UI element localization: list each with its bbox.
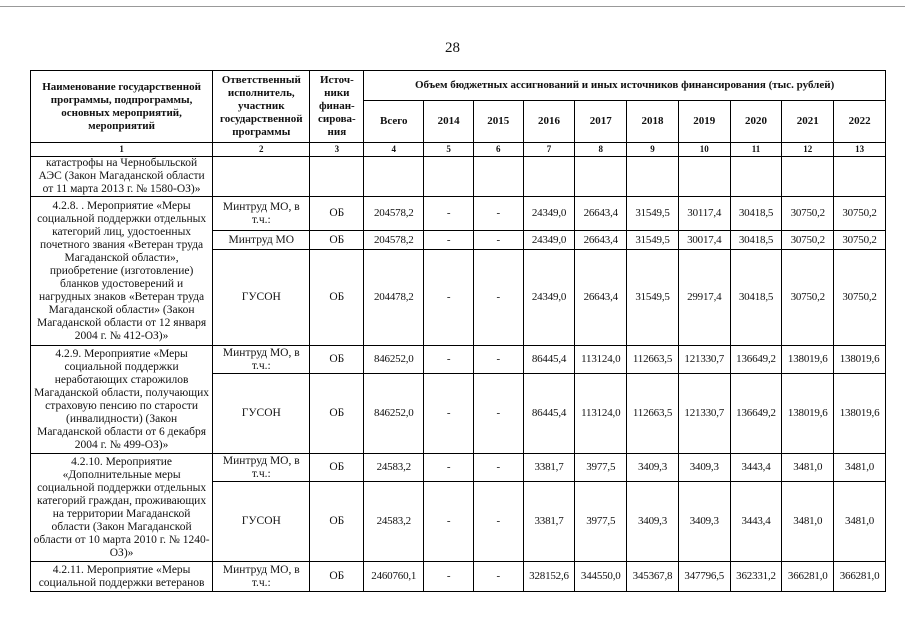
empty-cell	[473, 157, 523, 197]
empty-cell	[730, 157, 782, 197]
year-value-cell: 138019,6	[782, 374, 834, 454]
header-source: Источ-ники финан-сирова-ния	[310, 71, 364, 143]
activity-name-cell: 4.2.9. Мероприятие «Меры социальной поддержки неработающих старожилов Магаданской области, получающих страховую пенсию по старости (инвалидности) (Закон Магаданской области от 6 декабря 2004 г. № 499-ОЗ)»	[31, 346, 213, 454]
page-number: 28	[445, 40, 460, 56]
empty-cell	[364, 157, 424, 197]
year-value-cell: 3409,3	[678, 454, 730, 482]
header-year: 2014	[424, 101, 474, 143]
year-value-cell: -	[424, 562, 474, 592]
header-budget: Объем бюджетных ассигнований и иных источников финансирования (тыс. рублей)	[364, 71, 886, 101]
total-cell: 2460760,1	[364, 562, 424, 592]
empty-cell	[424, 157, 474, 197]
responsible-cell: Минтруд МО, в т.ч.:	[213, 562, 310, 592]
year-value-cell: 30750,2	[782, 231, 834, 250]
year-value-cell: 112663,5	[627, 374, 679, 454]
source-cell: ОБ	[310, 374, 364, 454]
activity-name-cell: катастрофы на Чернобыльской АЭС (Закон Магаданской области от 11 марта 2013 г. № 1580-ОЗ)»	[31, 157, 213, 197]
year-value-cell: -	[424, 250, 474, 346]
source-cell: ОБ	[310, 346, 364, 374]
index-cell: 4	[364, 143, 424, 157]
source-cell: ОБ	[310, 562, 364, 592]
year-value-cell: -	[424, 374, 474, 454]
year-value-cell: 136649,2	[730, 346, 782, 374]
empty-cell	[575, 157, 627, 197]
header-year: 2017	[575, 101, 627, 143]
year-value-cell: 366281,0	[834, 562, 886, 592]
year-value-cell: -	[424, 482, 474, 562]
year-value-cell: 3409,3	[627, 482, 679, 562]
year-value-cell: 328152,6	[523, 562, 575, 592]
year-value-cell: 112663,5	[627, 346, 679, 374]
activity-name-cell: 4.2.10. Мероприятие «Дополнительные меры социальной поддержки отдельных категорий граждан, проживающих на территории Магаданской области (Закон Магаданской области от 10 марта 2010 г. № 1240-ОЗ)»	[31, 454, 213, 562]
year-value-cell: 3481,0	[834, 482, 886, 562]
budget-table	[30, 70, 886, 592]
total-cell: 204478,2	[364, 250, 424, 346]
source-cell: ОБ	[310, 250, 364, 346]
responsible-cell: ГУСОН	[213, 250, 310, 346]
header-year: 2021	[782, 101, 834, 143]
year-value-cell: -	[473, 197, 523, 231]
year-value-cell: 121330,7	[678, 346, 730, 374]
header-year: 2015	[473, 101, 523, 143]
year-value-cell: 86445,4	[523, 346, 575, 374]
year-value-cell: 30418,5	[730, 250, 782, 346]
index-cell: 12	[782, 143, 834, 157]
table-row	[31, 562, 886, 592]
total-cell: 24583,2	[364, 482, 424, 562]
year-value-cell: 138019,6	[834, 374, 886, 454]
year-value-cell: 30117,4	[678, 197, 730, 231]
year-value-cell: 3481,0	[834, 454, 886, 482]
total-cell: 204578,2	[364, 197, 424, 231]
year-value-cell: 121330,7	[678, 374, 730, 454]
year-value-cell: -	[473, 562, 523, 592]
year-value-cell: 31549,5	[627, 197, 679, 231]
index-cell: 5	[424, 143, 474, 157]
responsible-cell: ГУСОН	[213, 482, 310, 562]
index-cell: 7	[523, 143, 575, 157]
index-cell: 2	[213, 143, 310, 157]
year-value-cell: -	[473, 482, 523, 562]
year-value-cell: 362331,2	[730, 562, 782, 592]
empty-cell	[627, 157, 679, 197]
year-value-cell: 3977,5	[575, 482, 627, 562]
year-value-cell: -	[424, 346, 474, 374]
index-cell: 6	[473, 143, 523, 157]
total-cell: 846252,0	[364, 374, 424, 454]
year-value-cell: -	[473, 231, 523, 250]
year-value-cell: 30750,2	[834, 250, 886, 346]
year-value-cell: 3381,7	[523, 482, 575, 562]
total-cell: 24583,2	[364, 454, 424, 482]
responsible-cell: Минтруд МО	[213, 231, 310, 250]
responsible-cell: ГУСОН	[213, 374, 310, 454]
index-cell: 13	[834, 143, 886, 157]
responsible-cell: Минтруд МО, в т.ч.:	[213, 346, 310, 374]
year-value-cell: 26643,4	[575, 197, 627, 231]
year-value-cell: 366281,0	[782, 562, 834, 592]
empty-cell	[678, 157, 730, 197]
activity-name-cell: 4.2.11. Мероприятие «Меры социальной поддержки ветеранов	[31, 562, 213, 592]
responsible-cell: Минтруд МО, в т.ч.:	[213, 197, 310, 231]
year-value-cell: 26643,4	[575, 231, 627, 250]
empty-cell	[310, 157, 364, 197]
table-row	[31, 454, 886, 482]
header-responsible: Ответственный исполнитель, участник государственной программы	[213, 71, 310, 143]
index-cell: 8	[575, 143, 627, 157]
header-year: 2020	[730, 101, 782, 143]
year-value-cell: 3481,0	[782, 454, 834, 482]
year-value-cell: 26643,4	[575, 250, 627, 346]
header-year: 2019	[678, 101, 730, 143]
year-value-cell: 136649,2	[730, 374, 782, 454]
year-value-cell: -	[473, 454, 523, 482]
year-value-cell: 31549,5	[627, 250, 679, 346]
year-value-cell: 3443,4	[730, 482, 782, 562]
year-value-cell: -	[473, 374, 523, 454]
empty-cell	[834, 157, 886, 197]
year-value-cell: -	[424, 197, 474, 231]
table-row	[31, 197, 886, 231]
year-value-cell: 3381,7	[523, 454, 575, 482]
total-cell: 204578,2	[364, 231, 424, 250]
year-value-cell: 3443,4	[730, 454, 782, 482]
top-rule	[0, 6, 905, 7]
year-value-cell: 3409,3	[678, 482, 730, 562]
index-cell: 3	[310, 143, 364, 157]
header-year: 2018	[627, 101, 679, 143]
year-value-cell: 113124,0	[575, 374, 627, 454]
year-value-cell: 30750,2	[782, 250, 834, 346]
index-row	[31, 143, 886, 157]
year-value-cell: -	[473, 250, 523, 346]
year-value-cell: -	[424, 454, 474, 482]
year-value-cell: -	[473, 346, 523, 374]
empty-cell	[213, 157, 310, 197]
year-value-cell: 31549,5	[627, 231, 679, 250]
year-value-cell: 138019,6	[834, 346, 886, 374]
responsible-cell: Минтруд МО, в т.ч.:	[213, 454, 310, 482]
year-value-cell: 24349,0	[523, 197, 575, 231]
year-value-cell: 24349,0	[523, 231, 575, 250]
year-value-cell: 86445,4	[523, 374, 575, 454]
year-value-cell: 30418,5	[730, 197, 782, 231]
year-value-cell: 30750,2	[782, 197, 834, 231]
year-value-cell: 3481,0	[782, 482, 834, 562]
index-cell: 10	[678, 143, 730, 157]
source-cell: ОБ	[310, 197, 364, 231]
index-cell: 1	[31, 143, 213, 157]
year-value-cell: 3409,3	[627, 454, 679, 482]
year-value-cell: 30750,2	[834, 231, 886, 250]
year-value-cell: 3977,5	[575, 454, 627, 482]
total-cell: 846252,0	[364, 346, 424, 374]
year-value-cell: 113124,0	[575, 346, 627, 374]
year-value-cell: 30750,2	[834, 197, 886, 231]
header-total: Всего	[364, 101, 424, 143]
empty-cell	[523, 157, 575, 197]
year-value-cell: 345367,8	[627, 562, 679, 592]
source-cell: ОБ	[310, 231, 364, 250]
activity-name-cell: 4.2.8. . Мероприятие «Меры социальной поддержки отдельных категорий лиц, удостоенных почетного звания «Ветеран труда Магаданской области», приобретение (изготовление) бланков удостоверений и нагрудных знаков «Ветеран труда Магаданской области» (Закон Магаданской области от 12 января 2004 г. № 412-ОЗ)»	[31, 197, 213, 346]
year-value-cell: 30418,5	[730, 231, 782, 250]
index-cell: 9	[627, 143, 679, 157]
year-value-cell: -	[424, 231, 474, 250]
source-cell: ОБ	[310, 482, 364, 562]
empty-cell	[782, 157, 834, 197]
table-row	[31, 157, 886, 197]
header-name: Наименование государственной программы, подпрограммы, основных мероприятий, мероприятий	[31, 71, 213, 143]
year-value-cell: 347796,5	[678, 562, 730, 592]
header-year: 2016	[523, 101, 575, 143]
year-value-cell: 24349,0	[523, 250, 575, 346]
year-value-cell: 138019,6	[782, 346, 834, 374]
source-cell: ОБ	[310, 454, 364, 482]
index-cell: 11	[730, 143, 782, 157]
year-value-cell: 30017,4	[678, 231, 730, 250]
year-value-cell: 29917,4	[678, 250, 730, 346]
table-row	[31, 346, 886, 374]
header-year: 2022	[834, 101, 886, 143]
year-value-cell: 344550,0	[575, 562, 627, 592]
